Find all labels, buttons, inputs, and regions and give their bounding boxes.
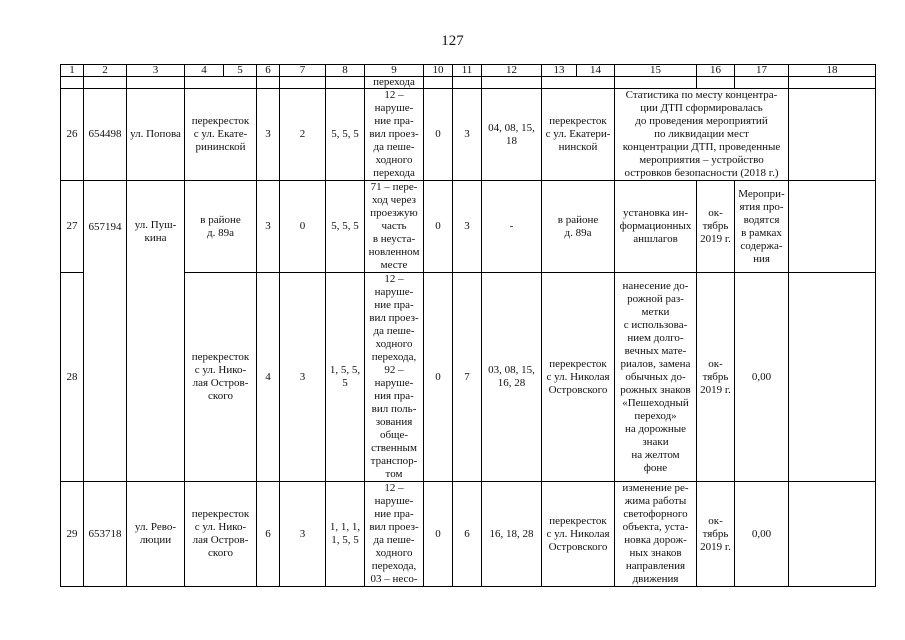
deadline: ок- тябрь 2019 г.	[697, 181, 735, 273]
header-row	[61, 65, 876, 77]
cell-c7: 2	[280, 89, 326, 181]
cell-c12: -	[482, 181, 542, 273]
cell-c11: 6	[453, 482, 482, 587]
row-number: 26	[61, 89, 84, 181]
header-cell: 9	[365, 65, 424, 77]
cell-c12: 03, 08, 15, 16, 28	[482, 273, 542, 482]
cell-c18	[789, 89, 876, 181]
cell-c12: 04, 08, 15, 18	[482, 89, 542, 181]
header-cell: 14	[577, 65, 615, 77]
violation-text: 12 – наруше- ние пра- вил проез- да пеше- ходного перехода, 03 – несо-	[365, 482, 424, 587]
measure-text: изменение ре- жима работы светофорного объекта, уста- новка дорож- ных знаков направления движения	[615, 482, 697, 587]
location: перекресток с ул. Нико- лая Остров- ского	[185, 482, 257, 587]
site-id: 653718	[84, 482, 127, 587]
header-cell: 11	[453, 65, 482, 77]
header-cell: 7	[280, 65, 326, 77]
location: перекресток с ул. Нико- лая Остров- ского	[185, 273, 257, 482]
cell-c6: 4	[257, 273, 280, 482]
header-cell: 6	[257, 65, 280, 77]
street-name: ул. Попова	[127, 89, 185, 181]
cost-value: 0,00	[735, 273, 789, 482]
header-cell: 16	[697, 65, 735, 77]
violation-text: 12 – наруше- ние пра- вил проез- да пеше- ходного перехода, 92 – наруше- ния пра- вил поль- зования обще- ственным транспор- том	[365, 273, 424, 482]
cell-c18	[789, 181, 876, 273]
cell-c11: 3	[453, 89, 482, 181]
page-number: 127	[441, 33, 464, 49]
header-cell: 17	[735, 65, 789, 77]
location-detail: в районе д. 89а	[542, 181, 615, 273]
site-id: 657194	[84, 181, 127, 482]
cost-value: 0,00	[735, 482, 789, 587]
cell-c8: 1, 1, 1, 1, 5, 5	[326, 482, 365, 587]
header-cell: 3	[127, 65, 185, 77]
measure-text: установка ин- формационных аншлагов	[615, 181, 697, 273]
accident-table	[60, 64, 876, 587]
location: в районе д. 89а	[185, 181, 257, 273]
cell-c8: 5, 5, 5	[326, 181, 365, 273]
deadline: ок- тябрь 2019 г.	[697, 482, 735, 587]
cell-c11: 3	[453, 181, 482, 273]
header-cell: 10	[424, 65, 453, 77]
row-number: 27	[61, 181, 84, 273]
statistics-note: Статистика по месту концентра- ции ДТП сформировалась до проведения мероприятий по ликвидации мест концентрации ДТП, проведенные мероприятия – устройство островков безопасности (2018 г.)	[615, 89, 789, 181]
cell-c7: 0	[280, 181, 326, 273]
cell-c10: 0	[424, 89, 453, 181]
carry-over-row	[61, 77, 876, 89]
violation-text: 71 – пере- ход через проезжую часть в неуста- новленном месте	[365, 181, 424, 273]
carry-over-text: перехода	[365, 77, 424, 89]
header-cell: 13	[542, 65, 577, 77]
header-cell: 2	[84, 65, 127, 77]
cell-c6: 3	[257, 89, 280, 181]
header-cell: 15	[615, 65, 697, 77]
table-row	[61, 89, 876, 181]
header-cell: 4	[185, 65, 224, 77]
deadline: ок- тябрь 2019 г.	[697, 273, 735, 482]
cell-c7: 3	[280, 482, 326, 587]
cell-c10: 0	[424, 482, 453, 587]
cell-c6: 3	[257, 181, 280, 273]
violation-text: 12 – наруше- ние пра- вил проез- да пеше- ходного перехода	[365, 89, 424, 181]
table-row	[61, 482, 876, 587]
measure-text: нанесение до- рожной раз- метки с использова- нием долго- вечных мате- риалов, замена обычных до- рожных знаков «Пешеходный переход» на дорожные знаки на желтом фоне	[615, 273, 697, 482]
header-cell: 18	[789, 65, 876, 77]
row-number: 29	[61, 482, 84, 587]
header-cell: 8	[326, 65, 365, 77]
cell-c10: 0	[424, 181, 453, 273]
cell-c10: 0	[424, 273, 453, 482]
header-cell: 12	[482, 65, 542, 77]
location: перекресток с ул. Екате- рининской	[185, 89, 257, 181]
header-cell: 5	[224, 65, 257, 77]
row-number: 28	[61, 273, 84, 482]
location-detail: перекресток с ул. Екатери- нинской	[542, 89, 615, 181]
location-detail: перекресток с ул. Николая Островского	[542, 273, 615, 482]
street-name: ул. Рево- люции	[127, 482, 185, 587]
cell-c18	[789, 482, 876, 587]
header-cell: 1	[61, 65, 84, 77]
site-id: 654498	[84, 89, 127, 181]
street-name: ул. Пуш- кина	[127, 181, 185, 482]
cell-c7: 3	[280, 273, 326, 482]
cell-c8: 1, 5, 5, 5	[326, 273, 365, 482]
cell-c12: 16, 18, 28	[482, 482, 542, 587]
cost-note: Меропри- ятия про- водятся в рамках содержа- ния	[735, 181, 789, 273]
table-row	[61, 181, 876, 273]
location-detail: перекресток с ул. Николая Островского	[542, 482, 615, 587]
cell-c6: 6	[257, 482, 280, 587]
cell-c8: 5, 5, 5	[326, 89, 365, 181]
cell-c11: 7	[453, 273, 482, 482]
cell-c18	[789, 273, 876, 482]
